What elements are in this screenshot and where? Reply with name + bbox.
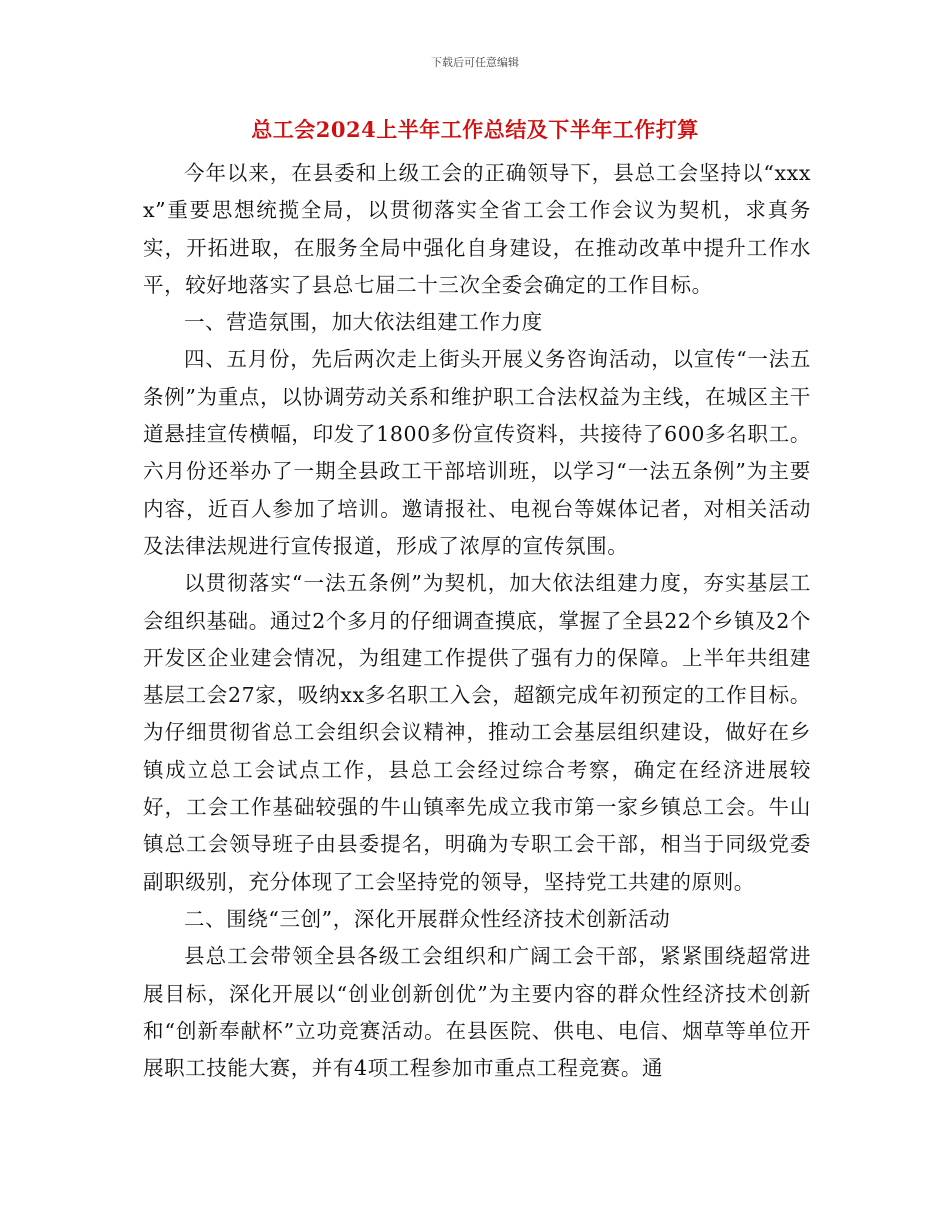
paragraph-organization: 以贯彻落实“一法五条例”为契机，加大依法组建力度，夯实基层工会组织基础。通过2个多月的仔细调查摸底，掌握了全县22个乡镇及2个开发区企业建会情况，为组建工作提供了强有力的保障。上半年共组建基层工会27家，吸纳xx多名职工入会，超额完成年初预定的工作目标。为仔细贯彻省总工会组织会议精神，推动工会基层组织建设，做好在乡镇成立总工会试点工作，县总工会经过综合考察，确定在经济进展较好，工会工作基础较强的牛山镇率先成立我市第一家乡镇总工会。牛山镇总工会领导班子由县委提名，明确为专职工会干部，相当于同级党委副职级别，充分体现了工会坚持党的领导，坚持党工共建的原则。 [143,571,812,894]
document-body [143,155,811,1087]
paragraph-publicity: 四、五月份，先后两次走上街头开展义务咨询活动，以宣传“一法五条例”为重点，以协调劳动关系和维护职工合法权益为主线，在城区主干道悬挂宣传横幅，印发了1800多份宣传资料，共接待了600多名职工。六月份还举办了一期全县政工干部培训班，以学习“一法五条例”为主要内容，近百人参加了培训。邀请报社、电视台等媒体记者，对相关活动及法律法规进行宣传报道，形成了浓厚的宣传氛围。 [143,347,811,558]
section-heading-1: 一、营造氛围，加大依法组建工作力度 [184,310,543,335]
paragraph-innovation: 县总工会带领全县各级工会组织和广阔工会干部，紧紧围绕超常进展目标，深化开展以“创业创新创优”为主要内容的群众性经济技术创新和“创新奉献杯”立功竞赛活动。在县医院、供电、电信、烟草等单位开展职工技能大赛，并有4项工程参加市重点工程竞赛。通 [143,944,811,1081]
section-heading-2: 二、围绕“三创”，深化开展群众性经济技术创新活动 [184,906,671,931]
document-title: 总工会2024上半年工作总结及下半年工作打算 [251,117,699,142]
paragraph-intro: 今年以来，在县委和上级工会的正确领导下，县总工会坚持以“xxxx”重要思想统揽全局，以贯彻落实全省工会工作会议为契机，求真务实，开拓进取，在服务全局中强化自身建设，在推动改革中提升工作水平，较好地落实了县总七届二十三次全委会确定的工作目标。 [143,161,811,297]
header-note: 下载后可任意编辑 [431,56,519,69]
